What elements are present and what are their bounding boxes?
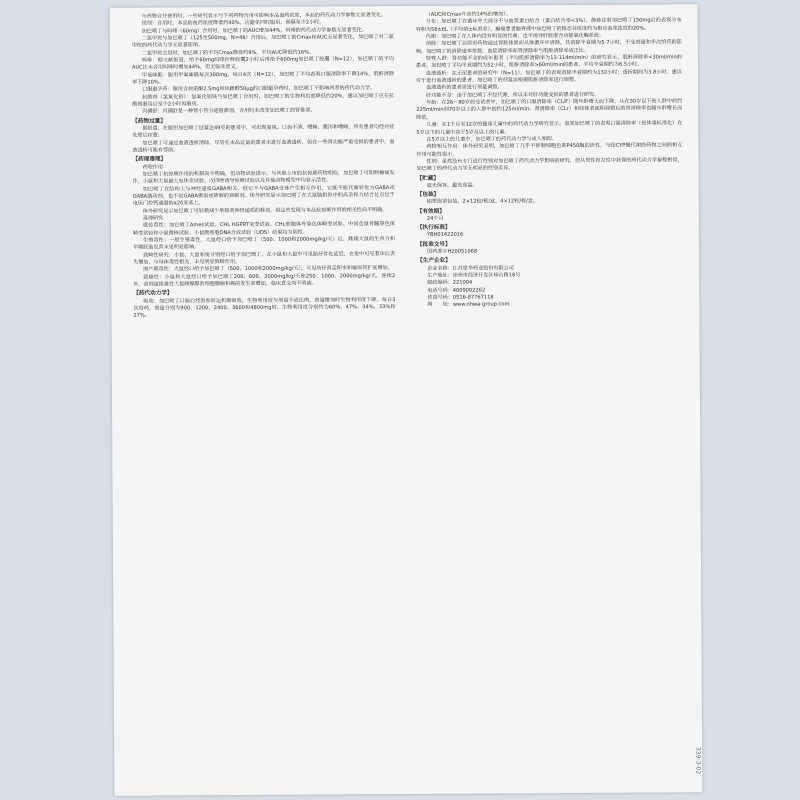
right-column-paragraph: 特殊人群：肾功能不全的成年患者（平均肌酐清除率为13-114ml/min）的研究显示，肌酐清除率<30ml/min的患者，加巴喷丁平均半衰期约为52小时，肌酐清除率>60ml/min的患者，平均半衰期约为6.5小时。 [415,54,682,70]
right-column-paragraph: 儿童：在1个月至12岁的健康儿童中的药代动力学研究显示，血浆加巴喷丁的表观口服清除率（按体重标准化）在5岁以下的儿童中高于5岁及以上的儿童。 [416,120,683,136]
left-column-paragraph: 甲氧咪胍：服用甲氧咪胍每次300mg，每日4次（N=12），加巴喷丁平均表观口服清除率下降14%，肌酐清除率下降10%。 [132,70,395,86]
right-column-paragraph: 邮政编码：221004 [427,279,473,287]
left-column-paragraph: 围产期毒性：大鼠经口给予加巴喷丁（500、1000和2000mg/kg/天），可见幼仔肾盂积水和输尿管扩张增加。 [143,265,393,274]
right-column-paragraph: （AUC和Cmax升高约14%的增加）。 [425,11,511,18]
left-column-paragraph: 丙磺舒：丙磺舒是一种肾小管分泌阻滞剂，合用时未改变加巴喷丁的肾排泄。 [142,108,316,116]
right-column-paragraph: 分布：加巴喷丁在循环中大部分不与血浆蛋白结合（蛋白结合率<3%），静脉注射加巴喷丁150mg后的表观分布容积为58±6L（平均值±标准差），癫痫患者脑脊液中加巴喷丁的稳态谷浓度约为相应血浆浓度的20%。 [415,17,682,33]
left-column-paragraph: 毒理研究 [142,215,164,222]
right-column [416,10,687,788]
left-column-paragraph: 体外研究显示加巴喷丁可轻微减少单胺类神经递质的释放，但这些发现与本品抗惊厥作用的相关性尚不明确。 [142,206,388,215]
left-column-paragraph: 加巴喷丁抗惊厥作用的机制尚不明确，但动物试验提示，与其他上市的抗惊厥药物相似，加巴喷丁可阻断癫痫发作，小鼠和大鼠最大电休克试验、戊四唑诱导惊厥试验以及其他动物模型中均显示活性。 [132,170,395,185]
left-column-paragraph: 加巴喷丁可通过血液透析清除。尽管在本品过量的患者未进行血液透析，但在一些肾功能严重受损的患者中，血液透析可能有帮助。 [132,138,395,154]
left-column-paragraph: 致畸性研究：小鼠、大鼠和兔分别经口给予加巴喷丁，在小鼠和大鼠中可见胎仔骨化延迟，在兔中可见着床后丢失增加，与母体毒性相关，未见明显致畸作用。 [133,250,396,266]
left-column-paragraph: 口服避孕药：服用含炔诺酮2.5mg和炔雌醇50μg的口服避孕药时，加巴喷丁不影响两者的药代动力学。 [142,85,376,94]
right-column-paragraph: 消除：加巴喷丁以原形药物通过肾脏排泄而从体循环中清除，其消除半衰期为5-7小时，不受剂量和多次给药的影响。加巴喷丁的消除速率常数、血浆清除率和肾清除率与肌酐清除率成正比。 [415,39,682,55]
right-column-paragraph: 电话号码：4009002262 [427,287,486,294]
right-column-paragraph: 性别：虽然没有专门进行性别对加巴喷丁药代动力学影响的研究，但从男性和女性中获得的药代动力学参数相似，加巴喷丁的药代动力学无明显的性别差异。 [416,157,683,173]
right-column-heading: 【包装】 [416,191,440,199]
left-column-paragraph: 抗酸剂（氢氧化铝）：氢氧化铝镁与加巴喷丁合用时，加巴喷丁的生物利用度降低约20%，建议加巴喷丁应在抗酸剂服用后至少2小时再服用。 [132,92,395,108]
left-column-heading: 【药代动力学】 [133,290,173,298]
left-column-paragraph: 加巴喷丁与吗啡（60mg）合用时，加巴喷丁的AUC增加44%，吗啡的药代动力学参数无显著变化。 [141,26,368,35]
right-column-paragraph: 企业名称：江苏恩华药业股份有限公司 [427,264,514,272]
right-column-paragraph: 国药准字H20051068 [427,248,478,255]
right-column-paragraph: 药物相互作用：体外研究表明，加巴喷丁几乎不抑制细胞色素P450酶的活性，与经CYP酶代谢的药物之间的相互作用可能性很小。 [416,142,683,158]
right-column-paragraph: 铝塑泡罩包装，2×12粒/板/盒，4×12粒/板/盒。 [426,198,539,206]
page-edge-code: 339-3-02 [694,746,702,775]
right-column-paragraph: 代谢：加巴喷丁在人体内没有明显的代谢，也不诱导肝脏混合功能氧化酶系统。 [425,32,605,40]
left-column-heading: 【药物过量】 [132,118,166,125]
right-column-paragraph: 肝功能不全：由于加巴喷丁不经代谢，所以未对肝功能受损的患者进行研究。 [426,91,600,99]
right-column-heading: 【有效期】 [416,208,445,215]
right-column-paragraph: 血液透析：在无尿患者的研究中（N=11），加巴喷丁的表观消除半衰期约为132小时；透析期间为3.8小时。建议对于进行血液透析的患者，加巴喷丁的剂量需根据肌酐清除率进行调整。 [416,69,683,85]
left-column-paragraph: 遗传毒性：加巴喷丁Ames试验、CHL HGPRT突变试验、CHL细胞体外染色体畸变试验、中国仓鼠骨髓染色体畸变试验和小鼠微核试验、小鼠腹细胞DNA合成试验（UDS）结果均为阴性。 [132,221,395,237]
right-column-paragraph: 24个月 [426,215,444,222]
right-column-paragraph: YBH01422016 [426,232,464,239]
left-column-heading: 【药理毒理】 [132,156,167,164]
left-column-paragraph: 镁剂：合用时，本品的血药浓度降低约40%，应避免同时服用，间隔至少2小时。 [141,19,325,27]
right-column-paragraph: 网 址：www.nhwa-group.com [427,301,510,309]
right-column-paragraph: 年龄：在26～80岁的受试者中，加巴喷丁的口服清除率（CL/F）随年龄增大而下降，从在30岁以下的人群中的约225ml/min到70岁以上的人群中的约125ml/min。肾清除率（CLr）和经体表面积调整后的肾清除率也随年龄增长而降低。 [416,98,683,121]
left-column-paragraph: 加巴喷丁在结构上与神经递质GABA相关，但它不与GABA受体产生相互作用，它既不能代谢转化为GABA或GABA激动剂，也不是GABA摄取或降解的抑制剂。体外研究显示加巴喷丁在大鼠脑组织中的高亲和力结合位点位于电压门控钙通道的α2δ亚基上。 [132,184,395,207]
document-sheet [110,4,703,796]
left-column-paragraph: 据报道，在服用加巴喷丁过量达49克的患者中，可出现复视、口齿不清、嗜睡、腹泻和嗜睡，所有患者均经对症处理后痊愈。 [132,124,395,140]
left-column-paragraph: 生殖毒性：一般生殖毒性，大鼠经口给予加巴喷丁（500、1000和2000mg/kg/天）后，雌雄大鼠的生育力和早期胚胎发育未见明显影响。 [133,236,396,252]
right-column-paragraph: 生产地址：徐州市经济开发区杨山路18号 [427,272,521,279]
left-column-paragraph: 二氯甲烷与加巴喷丁（125至500mg，N=48）合用后，加巴喷丁的Cmax和AUC无显著变化，加巴喷丁对二氯甲烷的药代动力学无显著影响。 [131,34,394,50]
right-column-paragraph: 传真号码：0516-87767118 [427,294,494,301]
right-column-paragraph: 血液透析的患者需进行剂量调整。 [426,84,503,92]
left-column-paragraph: 吸收：加巴喷丁口服后经饱和转运机制吸收，生物利用度与剂量不成比例，剂量增加时生物利用度下降。每日3次给药，剂量分别为900、1200、2400、3600和4800mg时，生物利用度分别约为60%、47%、34%、33%和27%。 [133,296,396,319]
right-column-paragraph: 在5岁以上的儿童中，加巴喷丁的药代动力学与成人相似。 [426,135,558,143]
right-column-heading: 【生产企业】 [417,258,451,265]
right-column-heading: 【执行标准】 [416,224,451,232]
left-column-paragraph: 二氯甲烷合用时，加巴喷丁的平均Cmax降低约9%，平均AUC降低约16%。 [141,49,315,57]
left-column-paragraph: 吗啡：据文献报道，给予60mg吗啡控释胶囊2小时后再给予600mg加巴喷丁胶囊（N=12），加巴喷丁的平均AUC比未合用吗啡时增加44%，但无临床意义。 [131,56,394,72]
left-column-paragraph: 致癌性：小鼠和大鼠经口给予加巴喷丁200、600、2000mg/kg/天和250、1000、2000mg/kg/天，连续2年，高剂量组雄性大鼠胰腺腺泡细胞腺瘤和癌的发生率增加，临床意义尚不明确。 [133,272,396,288]
left-column [132,12,399,790]
left-column-paragraph: 与药物合并使用时，一些研究显示与下列药物合用可影响本品血药浓度，本品的药代动力学参数无显著变化。 [141,12,387,20]
right-column-heading: 【贮藏】 [416,175,440,182]
right-column-heading: 【批准文号】 [417,241,451,248]
right-column-paragraph: 遮光保存，避免高温。 [426,182,478,189]
left-column-paragraph: 药理作用 [142,164,163,171]
